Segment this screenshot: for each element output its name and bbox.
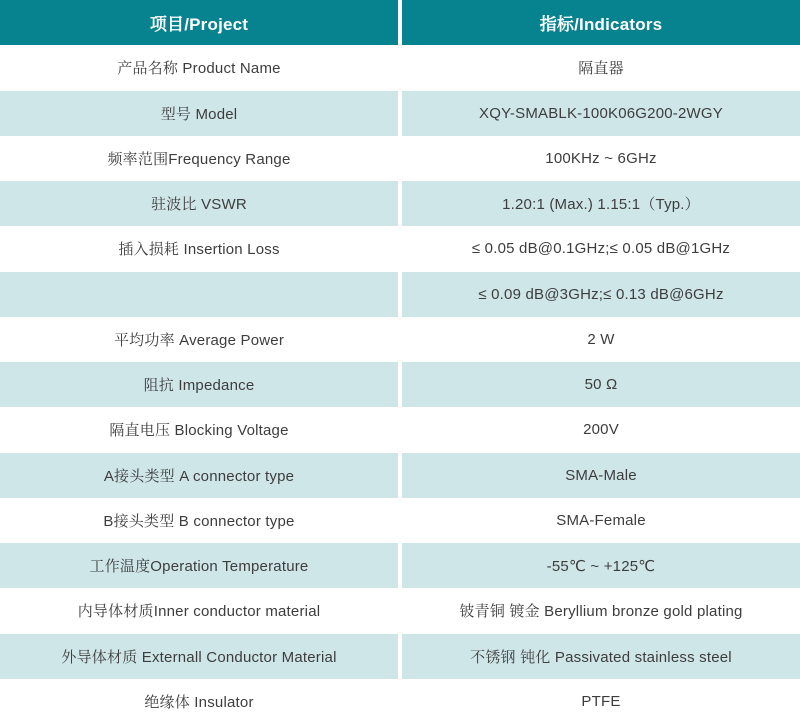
row-label-cell: 阻抗 Impedance: [0, 362, 398, 407]
table-row: [0, 634, 800, 679]
table-row: [0, 45, 800, 90]
row-value-cell: SMA-Female: [402, 498, 800, 543]
row-label-cell: [0, 272, 398, 317]
row-label-cell: 外导体材质 Externall Conductor Material: [0, 634, 398, 679]
row-label-cell: B接头类型 B connector type: [0, 498, 398, 543]
table-row: [0, 679, 800, 724]
row-value-cell: 200V: [402, 407, 800, 452]
table-row: [0, 317, 800, 362]
row-value-cell: 铍青铜 镀金 Beryllium bronze gold plating: [402, 588, 800, 633]
row-label-cell: 驻波比 VSWR: [0, 181, 398, 226]
row-label-cell: 内导体材质Inner conductor material: [0, 588, 398, 633]
table-row: [0, 453, 800, 498]
row-value-cell: ≤ 0.05 dB@0.1GHz;≤ 0.05 dB@1GHz: [402, 226, 800, 271]
table-row: [0, 181, 800, 226]
row-value-cell: 50 Ω: [402, 362, 800, 407]
row-label-cell: 隔直电压 Blocking Voltage: [0, 407, 398, 452]
table-header-row: [0, 0, 800, 45]
table-row: [0, 362, 800, 407]
row-label-cell: 型号 Model: [0, 91, 398, 136]
header-indicators-cell: 指标/Indicators: [402, 0, 800, 45]
row-value-cell: SMA-Male: [402, 453, 800, 498]
row-value-cell: ≤ 0.09 dB@3GHz;≤ 0.13 dB@6GHz: [402, 272, 800, 317]
row-label-cell: 频率范围Frequency Range: [0, 136, 398, 181]
row-label-cell: 工作温度Operation Temperature: [0, 543, 398, 588]
table-row: [0, 407, 800, 452]
row-label-cell: 平均功率 Average Power: [0, 317, 398, 362]
table-row: [0, 136, 800, 181]
table-row: [0, 498, 800, 543]
table-row: [0, 588, 800, 633]
header-project-cell: 项目/Project: [0, 0, 398, 45]
row-label-cell: 插入损耗 Insertion Loss: [0, 226, 398, 271]
row-value-cell: 不锈钢 钝化 Passivated stainless steel: [402, 634, 800, 679]
row-value-cell: 2 W: [402, 317, 800, 362]
row-value-cell: -55℃ ~ +125℃: [402, 543, 800, 588]
row-value-cell: XQY-SMABLK-100K06G200-2WGY: [402, 91, 800, 136]
row-label-cell: A接头类型 A connector type: [0, 453, 398, 498]
row-label-cell: 产品名称 Product Name: [0, 45, 398, 90]
row-label-cell: 绝缘体 Insulator: [0, 679, 398, 724]
table-row: [0, 272, 800, 317]
table-row: [0, 543, 800, 588]
row-value-cell: 1.20:1 (Max.) 1.15:1（Typ.）: [402, 181, 800, 226]
row-value-cell: 100KHz ~ 6GHz: [402, 136, 800, 181]
row-value-cell: PTFE: [402, 679, 800, 724]
table-row: [0, 91, 800, 136]
table-row: [0, 226, 800, 271]
row-value-cell: 隔直器: [402, 45, 800, 90]
